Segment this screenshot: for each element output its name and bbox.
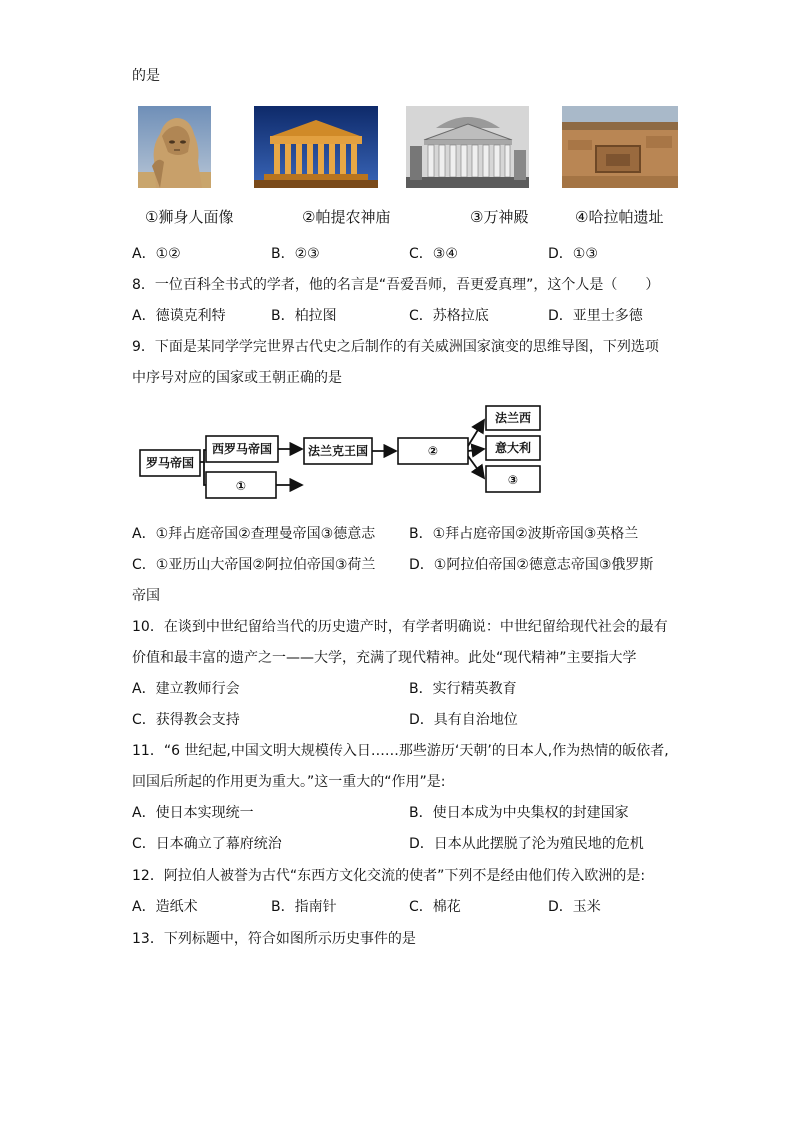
parthenon-image [254, 106, 378, 188]
q9-stem-line-1: 9．下面是某同学学完世界古代史之后制作的有关威洲国家演变的思维导图，下列选项 [132, 339, 659, 355]
label-frankish-kingdom: 法兰克王国 [307, 444, 369, 458]
q9-option-b: B．①拜占庭帝国②波斯帝国③英格兰 [409, 526, 639, 542]
q8-option-d: D．亚里士多德 [548, 308, 643, 324]
q8-option-c: C．苏格拉底 [409, 308, 489, 324]
q12-option-c: C．棉花 [409, 899, 461, 915]
label-node-3: ③ [507, 473, 519, 487]
q10-option-b: B．实行精英教育 [409, 681, 517, 697]
q9-option-d: D．①阿拉伯帝国②德意志帝国③俄罗斯 [409, 557, 654, 573]
q11-option-a: A．使日本实现统一 [132, 805, 254, 821]
q11-option-c: C．日本确立了幕府统治 [132, 836, 282, 852]
pantheon-image [406, 106, 529, 188]
harappa-ruins-image [562, 106, 678, 188]
caption-parthenon: ②帕提农神庙 [302, 208, 391, 226]
q8-option-a: A．德谟克利特 [132, 308, 226, 324]
q7-option-b: B．②③ [271, 246, 320, 262]
q10-option-d: D．具有自治地位 [409, 712, 518, 728]
sphinx-image [138, 106, 211, 188]
q10-stem-line-2: 价值和最丰富的遗产之一——大学，充满了现代精神。此处“现代精神”主要指大学 [132, 650, 637, 666]
q11-option-b: B．使日本成为中央集权的封建国家 [409, 805, 629, 821]
q7-option-d: D．①③ [548, 246, 598, 262]
label-roman-empire: 罗马帝国 [145, 456, 195, 470]
q9-option-d-wrap: 帝国 [132, 588, 160, 604]
q7-option-c: C．③④ [409, 246, 458, 262]
q11-stem-line-2: 回国后所起的作用更为重大。”这一重大的“作用”是: [132, 774, 446, 790]
q11-option-d: D．日本从此摆脱了沦为殖民地的危机 [409, 836, 644, 852]
caption-harappa: ④哈拉帕遗址 [575, 208, 664, 226]
q13-stem: 13．下列标题中，符合如图所示历史事件的是 [132, 931, 416, 947]
caption-pantheon: ③万神殿 [470, 208, 529, 226]
q12-option-d: D．玉米 [548, 899, 601, 915]
q10-stem-line-1: 10．在谈到中世纪留给当代的历史遗产时，有学者明确说：中世纪留给现代社会的最有 [132, 619, 668, 635]
label-italy: 意大利 [494, 441, 532, 455]
q12-option-a: A．造纸术 [132, 899, 198, 915]
q12-option-b: B．指南针 [271, 899, 337, 915]
q9-option-c: C．①亚历山大帝国②阿拉伯帝国③荷兰 [132, 557, 376, 573]
q11-stem-line-1: 11．“6 世纪起,中国文明大规模传入日……那些游历‘天朝’的日本人,作为热情的皈依者, [132, 743, 669, 759]
q12-stem: 12．阿拉伯人被誉为古代“东西方文化交流的使者”下列不是经由他们传入欧洲的是: [132, 868, 646, 884]
label-node-2: ② [427, 444, 439, 458]
q10-option-a: A．建立教师行会 [132, 681, 240, 697]
q8-option-b: B．柏拉图 [271, 308, 337, 324]
q7-option-a: A．①② [132, 246, 181, 262]
mind-map-diagram [132, 398, 544, 510]
caption-sphinx: ①狮身人面像 [145, 208, 234, 226]
q10-option-c: C．获得教会支持 [132, 712, 240, 728]
label-france: 法兰西 [494, 411, 532, 425]
q8-stem: 8．一位百科全书式的学者，他的名言是“吾爱吾师，吾更爱真理”，这个人是（ ） [132, 277, 660, 293]
label-node-1: ① [235, 479, 247, 493]
q7-stem-tail: 的是 [132, 68, 160, 84]
q9-stem-line-2: 中序号对应的国家或王朝正确的是 [132, 370, 342, 386]
q9-option-a: A．①拜占庭帝国②查理曼帝国③德意志 [132, 526, 376, 542]
label-west-roman-empire: 西罗马帝国 [211, 442, 273, 456]
